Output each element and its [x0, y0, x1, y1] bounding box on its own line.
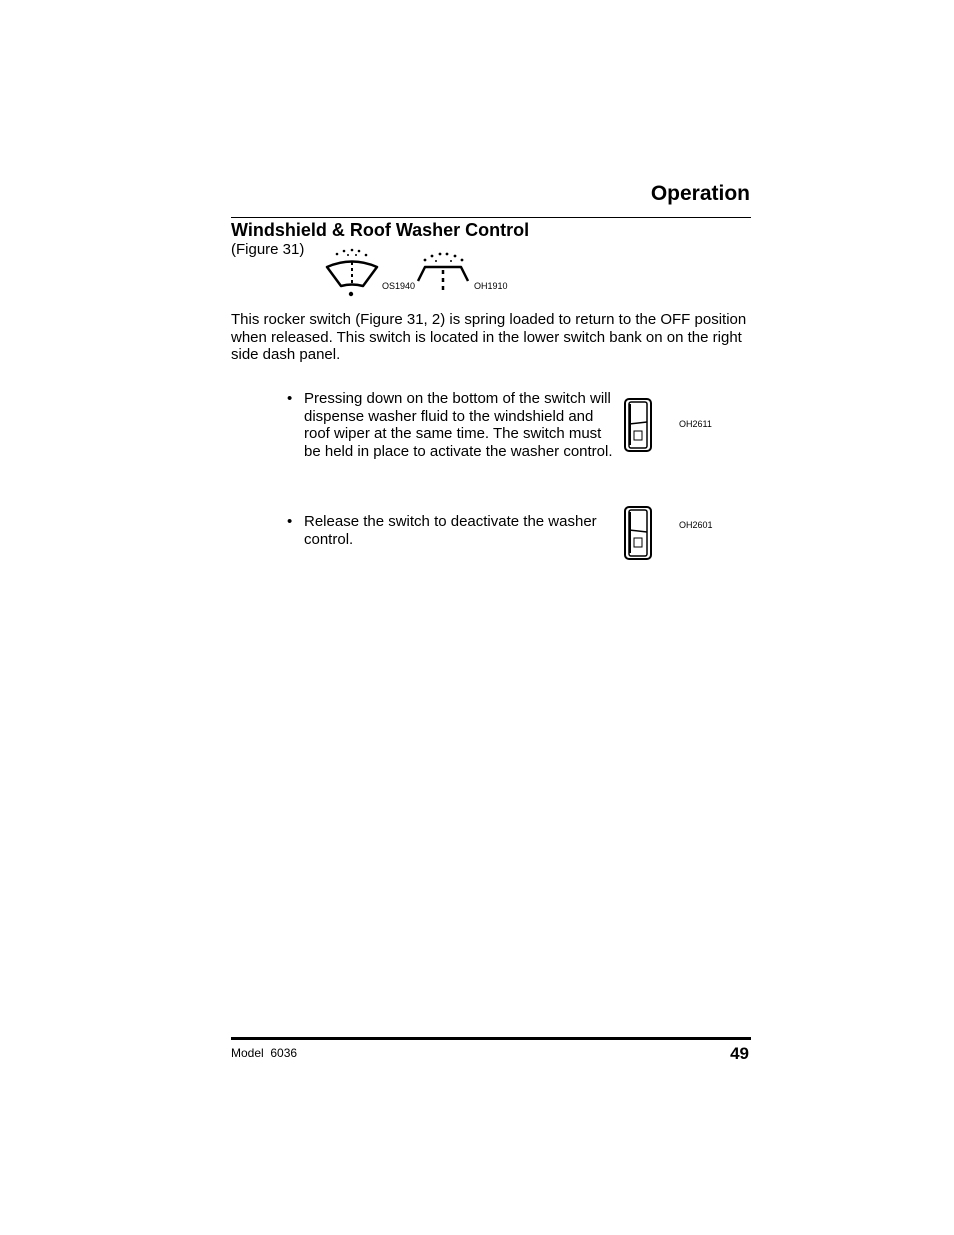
- page-number: 49: [730, 1044, 749, 1063]
- symbol-code-os1940: OS1940: [382, 281, 416, 291]
- bullet-marker: •: [287, 513, 293, 530]
- bullet-marker: •: [287, 390, 293, 407]
- windshield-washer-icon: [323, 248, 381, 300]
- section-title: Operation: [650, 182, 750, 205]
- symbol-code-oh1910: OH1910: [474, 281, 508, 291]
- rocker-switch-pressed-icon: [620, 397, 656, 455]
- footer-rule: [231, 1037, 751, 1040]
- bullet-text-press: Pressing down on the bottom of the switch will dispense washer fluid to the windshield and roof wiper at the same time. The switch must be held in place to activate the washer control.: [304, 390, 613, 460]
- image-code-oh2601: OH2601: [679, 520, 713, 530]
- header-rule: [231, 217, 751, 218]
- footer-model: Model 6036: [231, 1046, 298, 1060]
- figure-reference: (Figure 31): [231, 241, 305, 258]
- image-code-oh2611: OH2611: [679, 419, 712, 429]
- body-paragraph: This rocker switch (Figure 31, 2) is spring loaded to return to the OFF position when released. This switch is located in the lower switch bank on on the right side dash panel.: [231, 311, 747, 363]
- subsection-title: Windshield & Roof Washer Control: [231, 220, 530, 240]
- bullet-text-release: Release the switch to deactivate the washer control.: [304, 513, 597, 548]
- roof-washer-icon: [414, 250, 472, 296]
- rocker-switch-released-icon: [620, 505, 656, 563]
